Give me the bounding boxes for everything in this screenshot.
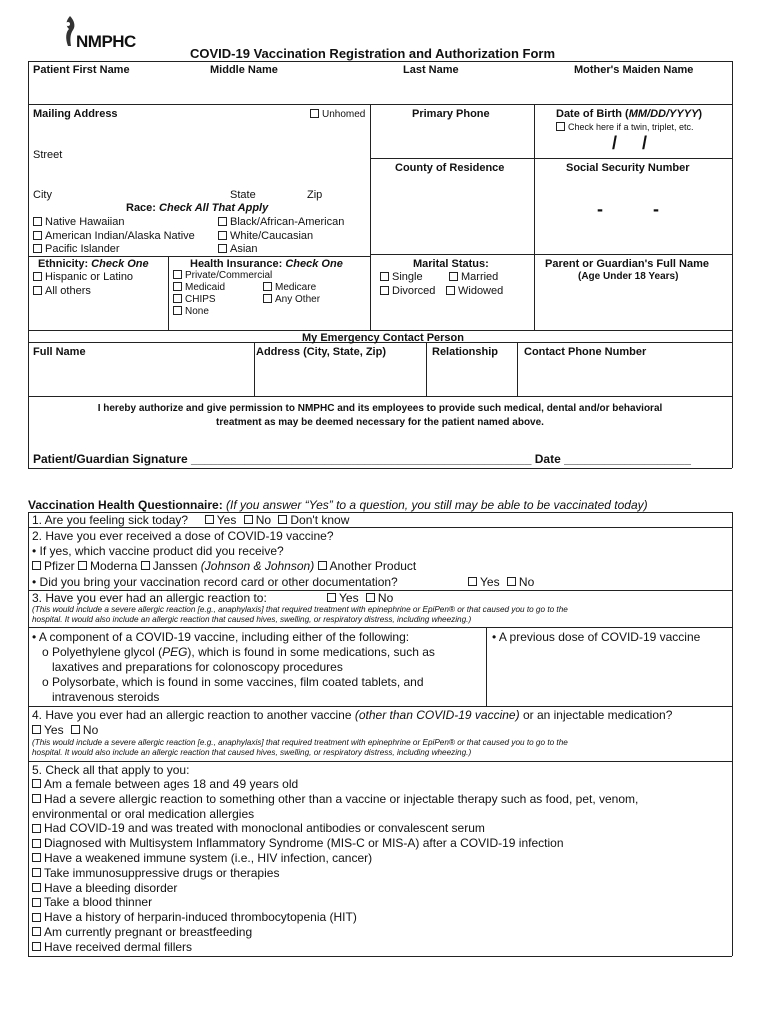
checkbox-icon[interactable] — [449, 272, 458, 281]
guardian-age-note: (Age Under 18 Years) — [578, 271, 679, 282]
question-3-note: (This would include a severe allergic reaction [e.g., anaphylaxis] that required treatment with epinephrine or EpiPen® or that caused you to go to the hospital. It would also include an allergic reaction that caused hives, swelling, or respiratory distress, including wheezing.) — [32, 605, 568, 624]
checkbox-icon[interactable] — [71, 725, 80, 734]
guardian-name-label: Parent or Guardian's Full Name — [545, 258, 709, 270]
question-4: 4. Have you ever had an allergic reaction to another vaccine (other than COVID-19 vaccine) or an injectable medication? — [32, 708, 673, 722]
unhomed-option[interactable]: Unhomed — [310, 109, 365, 120]
ssn-label: Social Security Number — [566, 162, 690, 174]
mothers-maiden-name-label: Mother's Maiden Name — [574, 64, 694, 76]
city-label: City — [33, 189, 52, 201]
checkbox-icon[interactable] — [173, 270, 182, 279]
question-2-card-answer: Yes No — [468, 575, 534, 589]
checkbox-icon[interactable] — [173, 306, 182, 315]
list-item[interactable]: Take a blood thinner — [32, 895, 638, 910]
county-label: County of Residence — [395, 162, 505, 174]
question-3: 3. Have you ever had an allergic reaction to: — [32, 591, 267, 605]
checkbox-icon[interactable] — [32, 913, 41, 922]
checkbox-icon[interactable] — [263, 294, 272, 303]
marital-option[interactable]: Married — [449, 271, 498, 283]
insurance-heading: Health Insurance: Check One — [190, 258, 343, 270]
race-option[interactable]: Pacific Islander — [33, 243, 120, 255]
list-item[interactable]: Have a weakened immune system (i.e., HIV infection, cancer) — [32, 851, 638, 866]
insurance-option[interactable]: None — [173, 306, 209, 317]
checkbox-icon[interactable] — [218, 244, 227, 253]
page-title: COVID-19 Vaccination Registration and Authorization Form — [190, 46, 556, 61]
checkbox-icon[interactable] — [32, 824, 41, 833]
checkbox-icon[interactable] — [32, 725, 41, 734]
patient-first-name-label: Patient First Name — [33, 64, 130, 76]
checkbox-icon[interactable] — [33, 272, 42, 281]
checkbox-icon[interactable] — [78, 561, 87, 570]
dob-label: Date of Birth (MM/DD/YYYY) — [556, 108, 703, 120]
checkbox-icon[interactable] — [327, 593, 336, 602]
marital-option[interactable]: Widowed — [446, 285, 503, 297]
checkbox-icon[interactable] — [173, 282, 182, 291]
marital-option[interactable]: Single — [380, 271, 423, 283]
last-name-label: Last Name — [403, 64, 459, 76]
question-2: 2. Have you ever received a dose of COVID-19 vaccine? — [32, 529, 334, 543]
checkbox-icon[interactable] — [33, 231, 42, 240]
emergency-full-name-label: Full Name — [33, 346, 86, 358]
checkbox-icon[interactable] — [32, 853, 41, 862]
checkbox-icon[interactable] — [205, 515, 214, 524]
checkbox-icon[interactable] — [32, 883, 41, 892]
emergency-phone-label: Contact Phone Number — [524, 346, 647, 358]
list-item[interactable]: Have a bleeding disorder — [32, 881, 638, 896]
list-item[interactable]: Have a history of herparin-induced thrombocytopenia (HIT) — [32, 910, 638, 925]
dob-slashes: / / — [612, 133, 648, 153]
checkbox-icon[interactable] — [32, 839, 41, 848]
question-2-card: • Did you bring your vaccination record card or other documentation? — [32, 575, 398, 589]
insurance-option[interactable]: Any Other — [263, 294, 320, 305]
state-label: State — [230, 189, 256, 201]
race-option[interactable]: White/Caucasian — [218, 230, 313, 242]
insurance-option[interactable]: Private/Commercial — [173, 270, 272, 281]
race-heading: Race: Check All That Apply — [126, 202, 269, 214]
question-1: 1. Are you feeling sick today? Yes No Don't know — [32, 513, 350, 527]
question-2-products: Pfizer Moderna Janssen (Johnson & Johnson) Another Product — [32, 559, 416, 573]
checkbox-icon[interactable] — [33, 244, 42, 253]
checkbox-icon[interactable] — [380, 286, 389, 295]
emergency-contact-title: My Emergency Contact Person — [302, 332, 464, 344]
question-3a[interactable]: • A component of a COVID-19 vaccine, including either of the following: o Polyethylene glycol (PEG), which is found in some medications, such as laxatives and preparations for colonoscopy procedures o Polysorbate, which is found in some vaccines, film coated tablets, and intravenous steroids — [32, 630, 435, 704]
checkbox-icon[interactable] — [218, 231, 227, 240]
checkbox-icon[interactable] — [32, 779, 41, 788]
checkbox-icon[interactable] — [263, 282, 272, 291]
checkbox-icon[interactable] — [32, 898, 41, 907]
ssn-dashes: - - — [597, 199, 659, 219]
primary-phone-label: Primary Phone — [412, 108, 490, 120]
checkbox-icon[interactable] — [33, 286, 42, 295]
checkbox-icon[interactable] — [507, 577, 516, 586]
marital-option[interactable]: Divorced — [380, 285, 435, 297]
ethnicity-option[interactable]: All others — [33, 285, 91, 297]
street-label: Street — [33, 149, 63, 161]
checkbox-icon[interactable] — [468, 577, 477, 586]
race-option[interactable]: Native Hawaiian — [33, 216, 124, 228]
checkbox-icon[interactable] — [33, 217, 42, 226]
race-option[interactable]: American Indian/Alaska Native — [33, 230, 195, 242]
list-item[interactable]: Diagnosed with Multisystem Inflammatory Syndrome (MIS-C or MIS-A) after a COVID-19 infection — [32, 836, 638, 851]
emergency-relationship-label: Relationship — [432, 346, 499, 358]
list-item[interactable]: Take immunosuppressive drugs or therapies — [32, 866, 638, 881]
logo — [62, 14, 136, 53]
checkbox-icon[interactable] — [32, 561, 41, 570]
insurance-option[interactable]: CHIPS — [173, 294, 216, 305]
list-item[interactable]: Have received dermal fillers — [32, 940, 638, 955]
checkbox-icon[interactable] — [244, 515, 253, 524]
marital-heading: Marital Status: — [413, 258, 489, 270]
question-5-list — [32, 777, 638, 955]
twin-checkbox[interactable]: Check here if a twin, triplet, etc. — [556, 122, 694, 132]
question-3b[interactable]: • A previous dose of COVID-19 vaccine — [492, 630, 701, 644]
questionnaire-heading: Vaccination Health Questionnaire: (If you answer “Yes” to a question, you still may be able to be vaccinated today) — [28, 498, 648, 512]
middle-name-label: Middle Name — [210, 64, 278, 76]
checkbox-icon[interactable] — [32, 868, 41, 877]
checkbox-icon[interactable] — [32, 794, 41, 803]
race-option[interactable]: Asian — [218, 243, 258, 255]
checkbox-icon[interactable] — [32, 942, 41, 951]
checkbox-icon[interactable] — [366, 593, 375, 602]
list-item[interactable]: Am currently pregnant or breastfeeding — [32, 925, 638, 940]
list-item-continuation: environmental or oral medication allergies — [32, 806, 255, 821]
question-4-answer: Yes No — [32, 723, 98, 737]
question-2-sub: • If yes, which vaccine product did you receive? — [32, 544, 284, 558]
checkbox-icon[interactable] — [446, 286, 455, 295]
list-item[interactable]: Had COVID-19 and was treated with monoclonal antibodies or convalescent serum — [32, 821, 638, 836]
zip-label: Zip — [307, 189, 323, 201]
ethnicity-option[interactable]: Hispanic or Latino — [33, 271, 133, 283]
question-3-answer: Yes No — [327, 591, 393, 605]
checkbox-icon[interactable] — [318, 561, 327, 570]
checkbox-icon[interactable] — [380, 272, 389, 281]
list-item[interactable]: Am a female between ages 18 and 49 years old — [32, 777, 638, 792]
emergency-address-label: Address (City, State, Zip) — [256, 346, 386, 358]
insurance-option[interactable]: Medicare — [263, 282, 316, 293]
question-5: 5. Check all that apply to you: — [32, 763, 190, 777]
question-4-note: (This would include a severe allergic reaction [e.g., anaphylaxis] that required treatment with epinephrine or EpiPen® or that caused you to go to the hospital. It would also include an allergic reaction that caused hives, swelling, or respiratory distress, including wheezing.) — [32, 738, 568, 757]
checkbox-icon[interactable] — [141, 561, 150, 570]
insurance-option[interactable]: Medicaid — [173, 282, 225, 293]
checkbox-icon[interactable] — [556, 122, 565, 131]
authorization-text: I hereby authorize and give permission to NMPHC and its employees to provide such medical, dental and/or behavioral treatment as may be deemed necessary for the patient named above. — [97, 403, 663, 428]
logo-text: NMPHC — [76, 32, 136, 51]
checkbox-icon[interactable] — [32, 927, 41, 936]
checkbox-icon[interactable] — [218, 217, 227, 226]
signature-line[interactable]: Patient/Guardian Signature ___________________________________________________ Date ___________________ — [33, 452, 691, 466]
checkbox-icon[interactable] — [173, 294, 182, 303]
list-item[interactable]: Had a severe allergic reaction to something other than a vaccine or injectable therapy such as food, pet, venom, — [32, 792, 638, 807]
mailing-address-label: Mailing Address — [33, 108, 118, 120]
ethnicity-heading: Ethnicity: Check One — [38, 258, 149, 270]
checkbox-icon[interactable] — [278, 515, 287, 524]
race-option[interactable]: Black/African-American — [218, 216, 344, 228]
checkbox-icon[interactable] — [310, 109, 319, 118]
